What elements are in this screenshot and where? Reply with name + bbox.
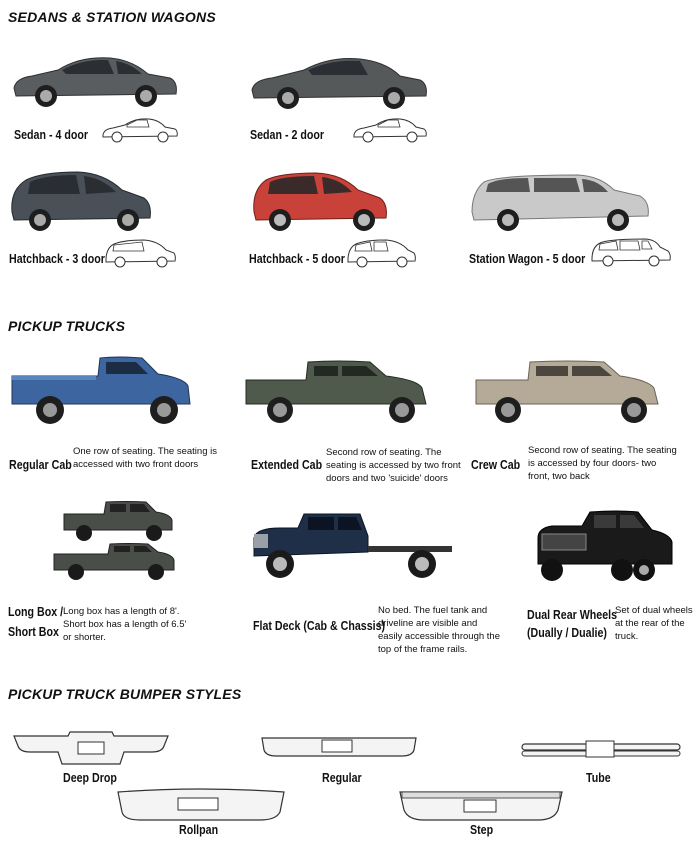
bumper-label: Rollpan: [179, 822, 219, 837]
truck-label-line1: Long Box /: [8, 604, 64, 619]
bumper-label: Deep Drop: [63, 770, 117, 785]
regular-cab-photo: [8, 354, 192, 428]
bumper-tube-photo: [520, 737, 682, 761]
truck-description: One row of seating. The seating is accessed with two front doors: [73, 446, 217, 470]
truck-description: Second row of seating. The seating is accessed by four doors- two front, two back: [528, 445, 677, 482]
sedan-4-door-outline-icon: [101, 115, 179, 143]
truck-label-line2: Short Box: [8, 624, 59, 639]
sedan-2-door-outline-icon: [352, 115, 428, 143]
truck-description: Long box has a length of 8'. Short box has a length of 6.5' or shorter.: [63, 606, 187, 643]
bumper-label: Regular: [322, 770, 362, 785]
car-label: Hatchback - 5 door: [249, 251, 345, 266]
truck-label-line2: (Dually / Dualie): [527, 625, 607, 640]
truck-label: Flat Deck (Cab & Chassis): [253, 618, 386, 633]
dually-photo: [534, 508, 678, 584]
section-title-bumpers: PICKUP TRUCK BUMPER STYLES: [8, 686, 242, 702]
truck-description: Second row of seating. The seating is accessed by two front doors and two 'suicide' doors: [326, 447, 461, 484]
bumper-regular-photo: [260, 734, 418, 760]
section-title-pickups: PICKUP TRUCKS: [8, 318, 126, 334]
truck-description: Set of dual wheels at the rear of the truck.: [615, 605, 693, 642]
crew-cab-photo: [472, 358, 662, 426]
truck-label: Crew Cab: [471, 457, 521, 472]
hatchback-3-door-outline-icon: [104, 238, 176, 268]
hatchback-5-door-outline-icon: [346, 238, 416, 268]
truck-label-line1: Dual Rear Wheels: [527, 607, 618, 622]
station-wagon-outline-icon: [590, 237, 672, 267]
station-wagon-photo: [468, 170, 654, 232]
car-label: Sedan - 4 door: [14, 127, 89, 142]
section-title-sedans: SEDANS & STATION WAGONS: [8, 9, 216, 25]
hatchback-5-door-photo: [250, 170, 390, 232]
bumper-label: Tube: [586, 770, 611, 785]
truck-description: No bed. The fuel tank and driveline are visible and easily accessible through the top of the frame rails.: [378, 605, 500, 655]
sedan-4-door-photo: [10, 50, 180, 110]
car-label: Sedan - 2 door: [250, 127, 325, 142]
bumper-rollpan-photo: [116, 788, 286, 824]
bumper-label: Step: [470, 822, 494, 837]
truck-label: Regular Cab: [9, 457, 72, 472]
bumper-deep-drop-photo: [12, 728, 170, 768]
car-label: Station Wagon - 5 door: [469, 251, 586, 266]
long-box-truck-photo: [50, 542, 178, 580]
hatchback-3-door-photo: [8, 168, 154, 232]
truck-label: Extended Cab: [251, 457, 323, 472]
extended-cab-photo: [242, 358, 432, 426]
short-box-truck-photo: [60, 500, 176, 542]
flat-deck-photo: [250, 512, 456, 584]
car-label: Hatchback - 3 door: [9, 251, 105, 266]
sedan-2-door-photo: [248, 52, 428, 110]
bumper-step-photo: [398, 786, 564, 824]
